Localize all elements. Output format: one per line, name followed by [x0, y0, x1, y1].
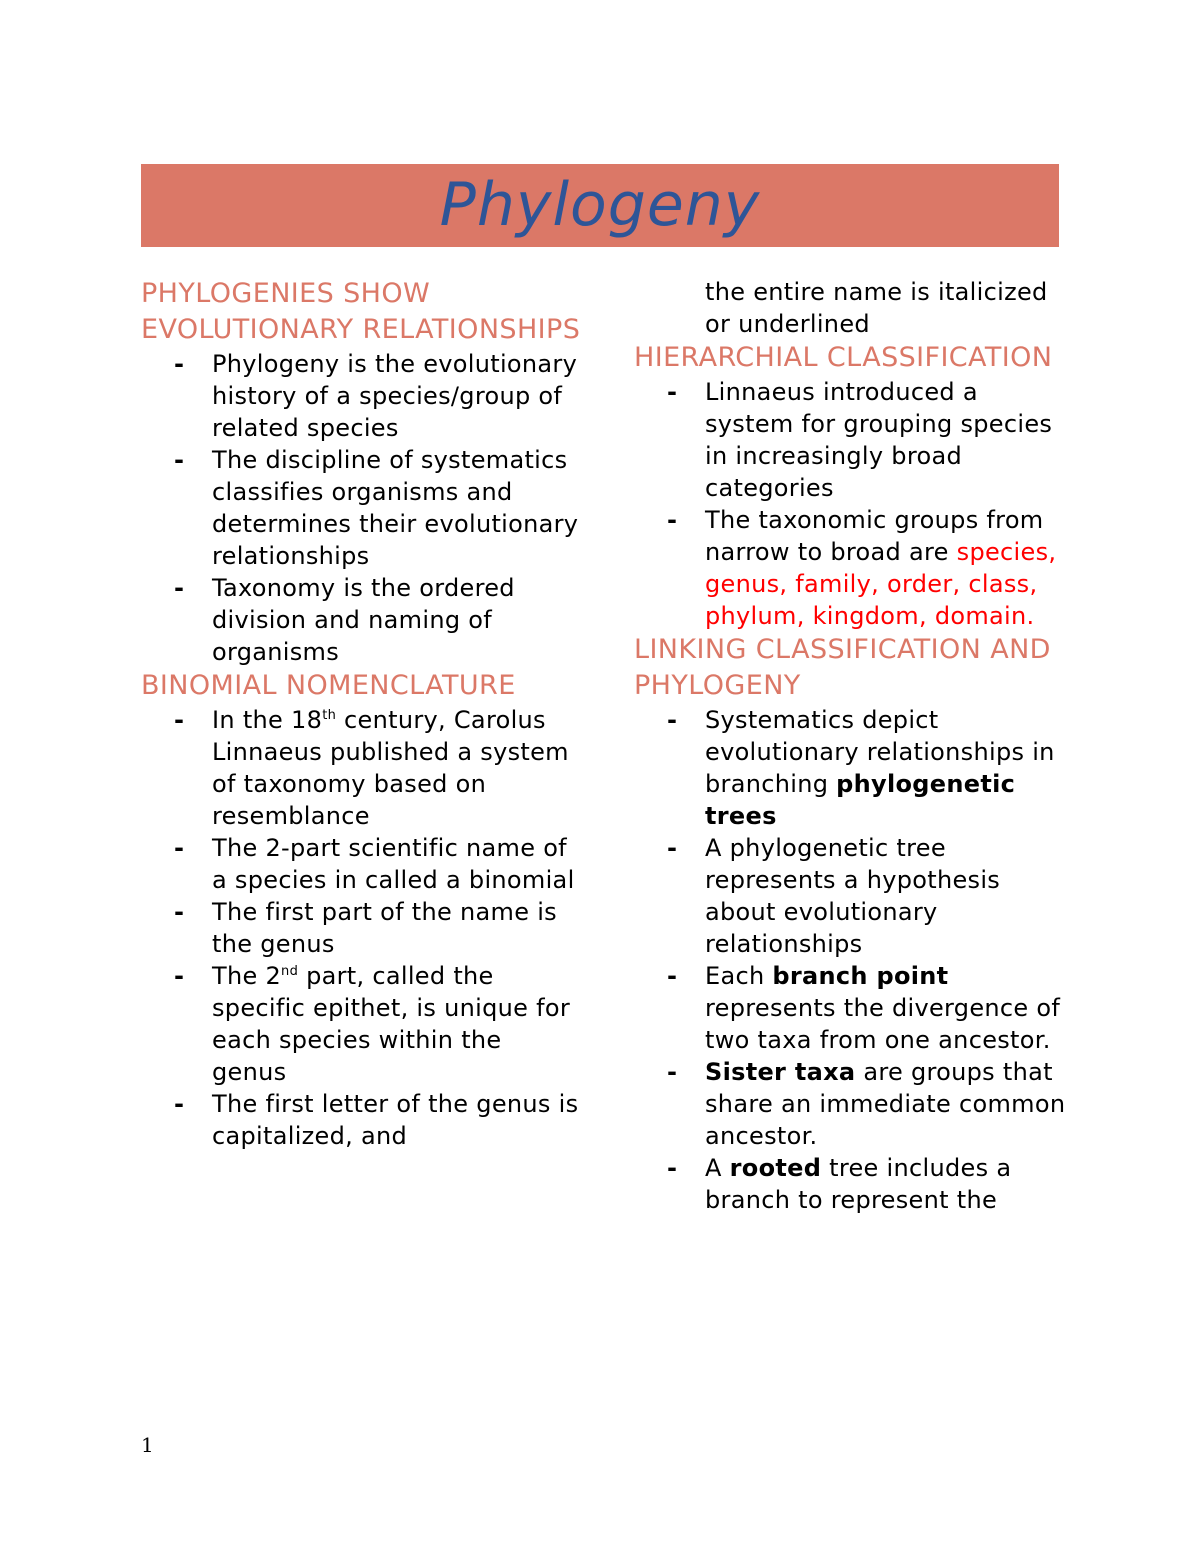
dash-bullet-icon: -: [174, 962, 185, 990]
section-heading: PHYLOGENIES SHOW EVOLUTIONARY RELATIONSHIPS: [141, 278, 581, 345]
dash-bullet-icon: -: [667, 962, 678, 990]
continued-text: the entire name is italicized or underlined: [705, 278, 1048, 338]
bullet-list: [634, 376, 1074, 632]
section-heading: BINOMIAL NOMENCLATURE: [141, 670, 516, 701]
list-item: - The discipline of systematics classifies organisms and determines their evolutionary relationships: [174, 446, 579, 570]
list-item: - The taxonomic groups from narrow to broad are species, genus, family, order, class, phylum, kingdom, domain.: [667, 506, 1057, 630]
list-item: - Sister taxa are groups that share an immediate common ancestor.: [667, 1058, 1066, 1150]
list-item: - Taxonomy is the ordered division and naming of organisms: [174, 574, 515, 666]
dash-bullet-icon: -: [667, 1058, 678, 1086]
bullet-list: [141, 348, 581, 668]
section-heading: HIERARCHIAL CLASSIFICATION: [634, 342, 1053, 373]
left-column: [141, 276, 581, 1152]
section-heading: LINKING CLASSIFICATION AND PHYLOGENY: [634, 634, 1051, 701]
dash-bullet-icon: -: [174, 1090, 185, 1118]
dash-bullet-icon: -: [667, 506, 678, 534]
bullet-list: [634, 704, 1074, 1216]
taxonomic-groups-highlight: species, genus, family, order, class, phylum, kingdom, domain.: [705, 538, 1057, 630]
list-item: - A rooted tree includes a branch to represent the: [667, 1154, 1012, 1214]
bullet-list: [141, 704, 581, 1152]
list-item: - The first letter of the genus is capitalized, and: [174, 1090, 579, 1150]
page-title: Phylogeny: [439, 170, 761, 240]
dash-bullet-icon: -: [174, 350, 185, 378]
list-item: - Phylogeny is the evolutionary history of a species/group of related species: [174, 350, 578, 442]
list-item: - A phylogenetic tree represents a hypothesis about evolutionary relationships: [667, 834, 1001, 958]
list-item: - The 2nd part, called the specific epithet, is unique for each species within the genus: [174, 962, 571, 1086]
dash-bullet-icon: -: [667, 378, 678, 406]
right-column: [634, 276, 1074, 1216]
dash-bullet-icon: -: [174, 898, 185, 926]
dash-bullet-icon: -: [174, 574, 185, 602]
list-item: - Linnaeus introduced a system for grouping species in increasingly broad categories: [667, 378, 1053, 502]
dash-bullet-icon: -: [174, 446, 185, 474]
page-number: 1: [141, 1433, 154, 1457]
title-banner: [141, 164, 1059, 247]
dash-bullet-icon: -: [667, 1154, 678, 1182]
dash-bullet-icon: -: [174, 706, 185, 734]
list-item: - The first part of the name is the genus: [174, 898, 557, 958]
list-item: - In the 18th century, Carolus Linnaeus published a system of taxonomy based on resemblance: [174, 706, 569, 830]
list-item: - Systematics depict evolutionary relationships in branching phylogenetic trees: [667, 706, 1055, 830]
dash-bullet-icon: -: [667, 706, 678, 734]
list-item: - Each branch point represents the divergence of two taxa from one ancestor.: [667, 962, 1061, 1054]
dash-bullet-icon: -: [174, 834, 185, 862]
dash-bullet-icon: -: [667, 834, 678, 862]
list-item: - The 2-part scientific name of a species in called a binomial: [174, 834, 575, 894]
